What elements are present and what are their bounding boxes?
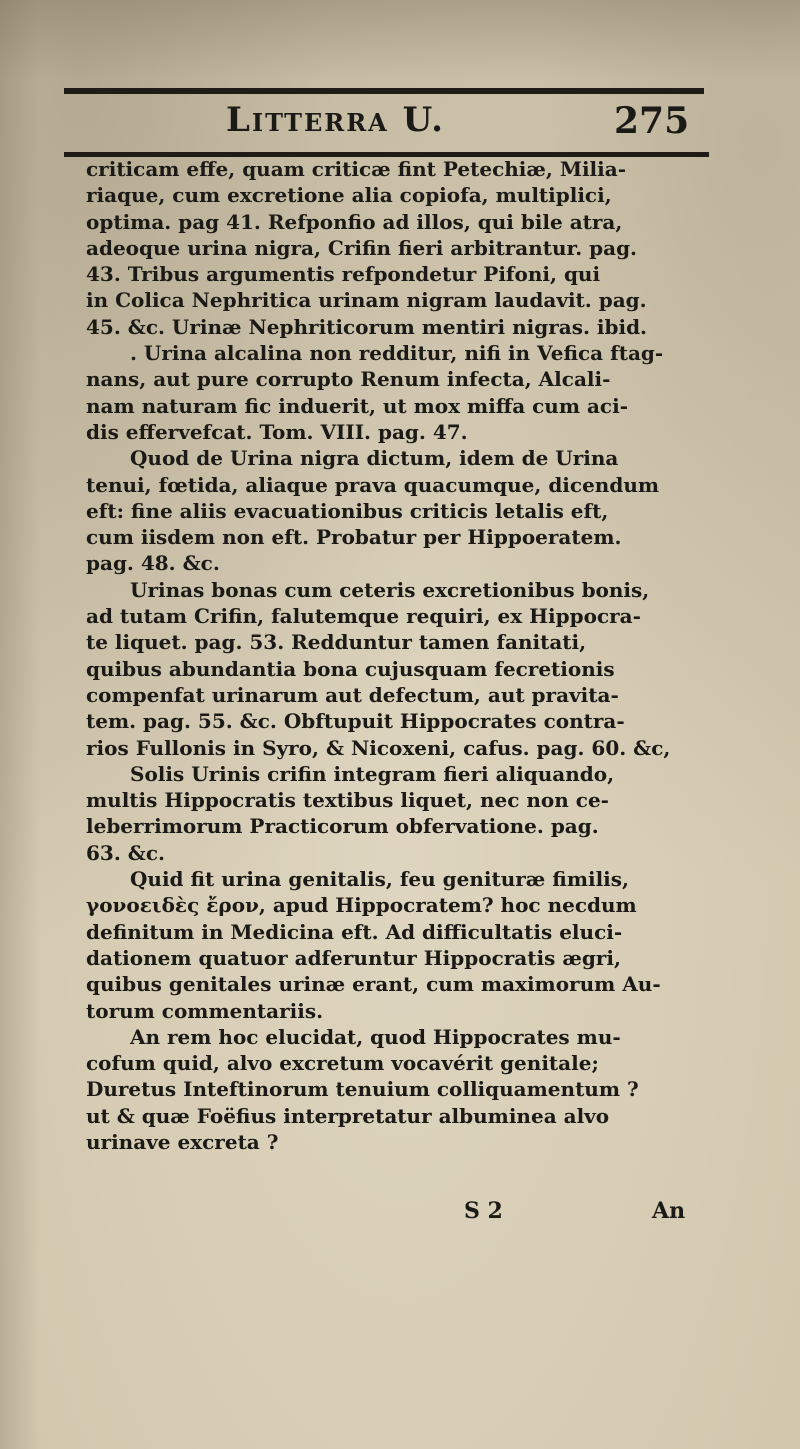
text-line: Quid fit urina genitalis, feu genituræ fimilis, — [130, 867, 629, 892]
text-line: ad tutam Crifin, falutemque requiri, ex Hippocra- — [86, 604, 641, 629]
text-line: nans, aut pure corrupto Renum infecta, Alcali- — [86, 367, 611, 392]
text-line: cum iisdem non eft. Probatur per Hippoeratem. — [86, 525, 622, 550]
text-line: . Urina alcalina non redditur, nifi in Vefica ftag- — [130, 341, 664, 366]
text-line: riaque, cum excretione alia copiofa, multiplici, — [86, 183, 612, 208]
text-line: multis Hippocratis textibus liquet, nec non ce- — [86, 788, 609, 813]
text-line: quibus abundantia bona cujusquam fecretionis — [86, 656, 615, 681]
text-line: 63. &c. — [86, 840, 165, 865]
text-line: ut & quæ Foëfius interpretatur albuminea alvo — [86, 1103, 610, 1128]
page-shadow-top — [0, 0, 800, 80]
text-line: optima. pag 41. Refponfio ad illos, qui bile atra, — [86, 209, 623, 234]
running-head: Litterra U. — [226, 100, 446, 140]
page-shadow-left — [0, 0, 40, 1449]
text-line: 45. &c. Urinæ Nephriticorum mentiri nigras. ibid. — [86, 314, 648, 339]
text-line: compenfat urinarum aut defectum, aut pravita- — [86, 682, 619, 707]
text-line: nam naturam fic induerit, ut mox miffa cum aci- — [86, 393, 629, 418]
text-line: leberrimorum Practicorum obfervatione. pag. — [86, 814, 599, 839]
text-line: dis effervefcat. Tom. VIII. pag. 47. — [86, 419, 468, 444]
text-line: adeoque urina nigra, Crifin fieri arbitrantur. pag. — [86, 235, 638, 260]
header-rule-top — [64, 88, 704, 94]
text-line: Quod de Urina nigra dictum, idem de Urina — [130, 446, 619, 471]
text-line: tenui, fœtida, aliaque prava quacumque, dicendum — [86, 472, 660, 497]
text-line: criticam effe, quam criticæ fint Petechiæ, Milia- — [86, 157, 627, 181]
text-line: cofum quid, alvo excretum vocavérit genitale; — [86, 1051, 599, 1076]
text-line: quibus genitales urinæ erant, cum maximorum Au- — [86, 972, 661, 997]
page-number: 275 — [614, 100, 690, 142]
text-line: urinave excreta ? — [86, 1129, 279, 1154]
text-line: Solis Urinis crifin integram fieri aliquando, — [130, 761, 615, 786]
text-line: dationem quatuor adferuntur Hippocratis ægri, — [86, 945, 621, 970]
text-line: pag. 48. &c. — [86, 551, 220, 576]
text-line: rios Fullonis in Syro, & Nicoxeni, cafus. pag. 60. &c, — [86, 735, 671, 760]
text-line: 43. Tribus argumentis refpondetur Pifoni, qui — [86, 262, 601, 287]
text-line: γονοειδὲς ἔρον, apud Hippocratem? hoc necdum — [86, 893, 637, 918]
text-line: Urinas bonas cum ceteris excretionibus bonis, — [130, 577, 650, 602]
text-line: An rem hoc elucidat, quod Hippocrates mu- — [130, 1024, 621, 1049]
text-line: te liquet. pag. 53. Redduntur tamen fanitati, — [86, 630, 587, 655]
signature-mark: S 2 — [464, 1198, 503, 1224]
text-line: eft: fine aliis evacuationibus criticis letalis eft, — [86, 498, 609, 523]
text-line: tem. pag. 55. &c. Obftupuit Hippocrates contra- — [86, 709, 625, 734]
body-text — [86, 156, 718, 1155]
text-line: in Colica Nephritica urinam nigram laudavit. pag. — [86, 288, 647, 313]
text-line: definitum in Medicina eft. Ad difficultatis eluci- — [86, 919, 623, 944]
catchword: An — [652, 1198, 686, 1224]
text-line: Duretus Inteftinorum tenuium colliquamentum ? — [86, 1077, 639, 1102]
text-line: torum commentariis. — [86, 998, 324, 1023]
